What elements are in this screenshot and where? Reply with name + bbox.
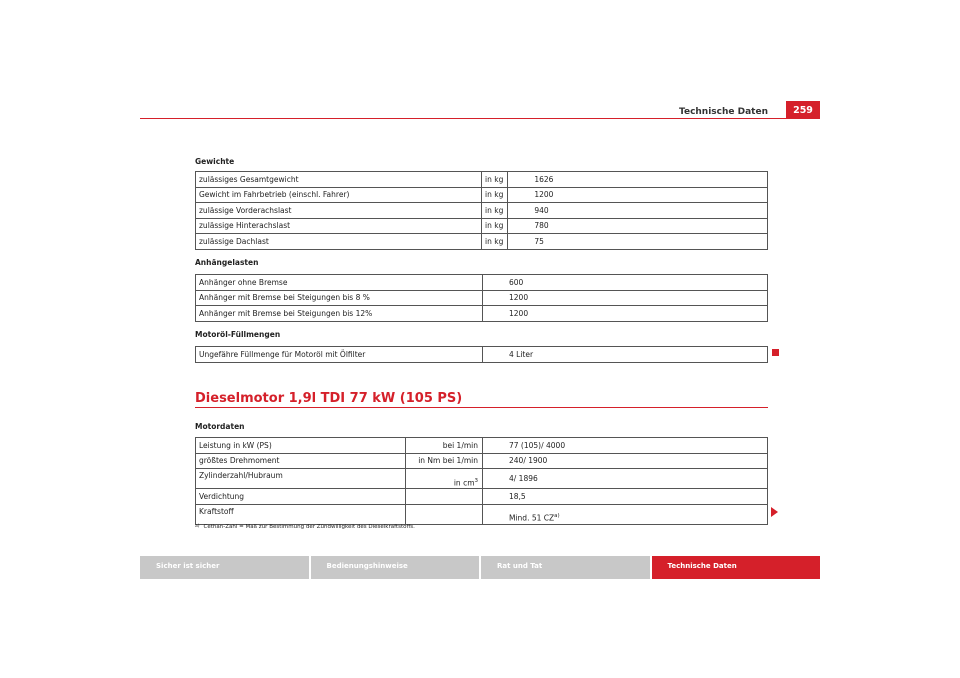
footer-tab-technische-daten[interactable]: Technische Daten <box>652 556 821 579</box>
table-row <box>196 290 768 306</box>
gewichte-table <box>195 171 768 250</box>
table-row <box>196 187 768 203</box>
table-row <box>196 489 768 505</box>
table-row <box>196 218 768 234</box>
row-label: Leistung in kW (PS) <box>196 438 406 454</box>
row-label: zulässige Hinterachslast <box>196 218 482 234</box>
row-unit: in Nm bei 1/min <box>406 453 483 469</box>
row-value: 4 Liter <box>483 347 768 363</box>
footer-tab-sicher-ist-sicher[interactable]: Sicher ist sicher <box>140 556 309 579</box>
row-unit <box>406 504 483 524</box>
row-unit: in kg <box>482 218 508 234</box>
motoroel-label: Motoröl-Füllmengen <box>195 330 281 339</box>
page-number: 259 <box>786 101 820 119</box>
row-value: 240/ 1900 <box>483 453 768 469</box>
row-unit <box>406 489 483 505</box>
row-value: 77 (105)/ 4000 <box>483 438 768 454</box>
table-row <box>196 203 768 219</box>
table-row <box>196 347 768 363</box>
table-row <box>196 234 768 250</box>
row-unit: in kg <box>482 234 508 250</box>
row-label: Anhänger mit Bremse bei Steigungen bis 12% <box>196 306 483 322</box>
table-row <box>196 172 768 188</box>
row-value: 1200 <box>483 290 768 306</box>
unit-superscript: 3 <box>474 477 478 484</box>
page-header-title: Technische Daten <box>679 107 768 117</box>
row-value: 780 <box>508 218 768 234</box>
row-unit <box>406 469 483 489</box>
row-label: zulässiges Gesamtgewicht <box>196 172 482 188</box>
row-label: Anhänger mit Bremse bei Steigungen bis 8 % <box>196 290 483 306</box>
footnote <box>195 524 415 530</box>
row-label: Anhänger ohne Bremse <box>196 275 483 291</box>
row-unit: in kg <box>482 172 508 188</box>
row-unit: in kg <box>482 187 508 203</box>
row-label: größtes Drehmoment <box>196 453 406 469</box>
footer-tab-rat-und-tat[interactable]: Rat und Tat <box>481 556 650 579</box>
row-label: Verdichtung <box>196 489 406 505</box>
table-row <box>196 438 768 454</box>
table-row <box>196 306 768 322</box>
section-heading: Dieselmotor 1,9l TDI 77 kW (105 PS) <box>195 391 463 406</box>
row-label: zulässige Vorderachslast <box>196 203 482 219</box>
row-value: 4/ 1896 <box>483 469 768 489</box>
gewichte-label: Gewichte <box>195 157 235 166</box>
value-text: Mind. 51 CZ <box>509 513 555 523</box>
row-label: zulässige Dachlast <box>196 234 482 250</box>
anhaengelasten-table <box>195 274 768 322</box>
row-label: Zylinderzahl/Hubraum <box>196 469 406 489</box>
continue-arrow-icon <box>771 507 778 517</box>
row-unit: bei 1/min <box>406 438 483 454</box>
footnote-text: Cethan-Zahl = Maß zur Bestimmung der Zündwilligkeit des Dieselkraftstoffs. <box>203 524 415 530</box>
section-end-marker-icon <box>772 349 779 356</box>
footer-tab-bedienungshinweise[interactable]: Bedienungshinweise <box>311 556 480 579</box>
row-label: Ungefähre Füllmenge für Motoröl mit Ölfilter <box>196 347 483 363</box>
row-value: 600 <box>483 275 768 291</box>
row-value: 940 <box>508 203 768 219</box>
row-label: Kraftstoff <box>196 504 406 524</box>
row-value: 1200 <box>483 306 768 322</box>
anhaengelasten-label: Anhängelasten <box>195 258 259 267</box>
motoroel-table <box>195 346 768 363</box>
motordaten-table <box>195 437 768 525</box>
footnote-marker: a) <box>195 524 200 529</box>
table-row <box>196 469 768 489</box>
header-divider <box>140 118 820 119</box>
row-value <box>483 504 768 524</box>
footer-nav <box>140 556 820 579</box>
motordaten-label: Motordaten <box>195 422 245 431</box>
row-value: 75 <box>508 234 768 250</box>
row-value: 1626 <box>508 172 768 188</box>
footnote-ref[interactable]: a) <box>554 513 560 519</box>
heading-divider <box>195 407 768 408</box>
row-label: Gewicht im Fahrbetrieb (einschl. Fahrer) <box>196 187 482 203</box>
row-value: 1200 <box>508 187 768 203</box>
row-unit: in kg <box>482 203 508 219</box>
row-value: 18,5 <box>483 489 768 505</box>
table-row <box>196 504 768 524</box>
table-row <box>196 275 768 291</box>
unit-text: in cm <box>453 478 475 487</box>
table-row <box>196 453 768 469</box>
